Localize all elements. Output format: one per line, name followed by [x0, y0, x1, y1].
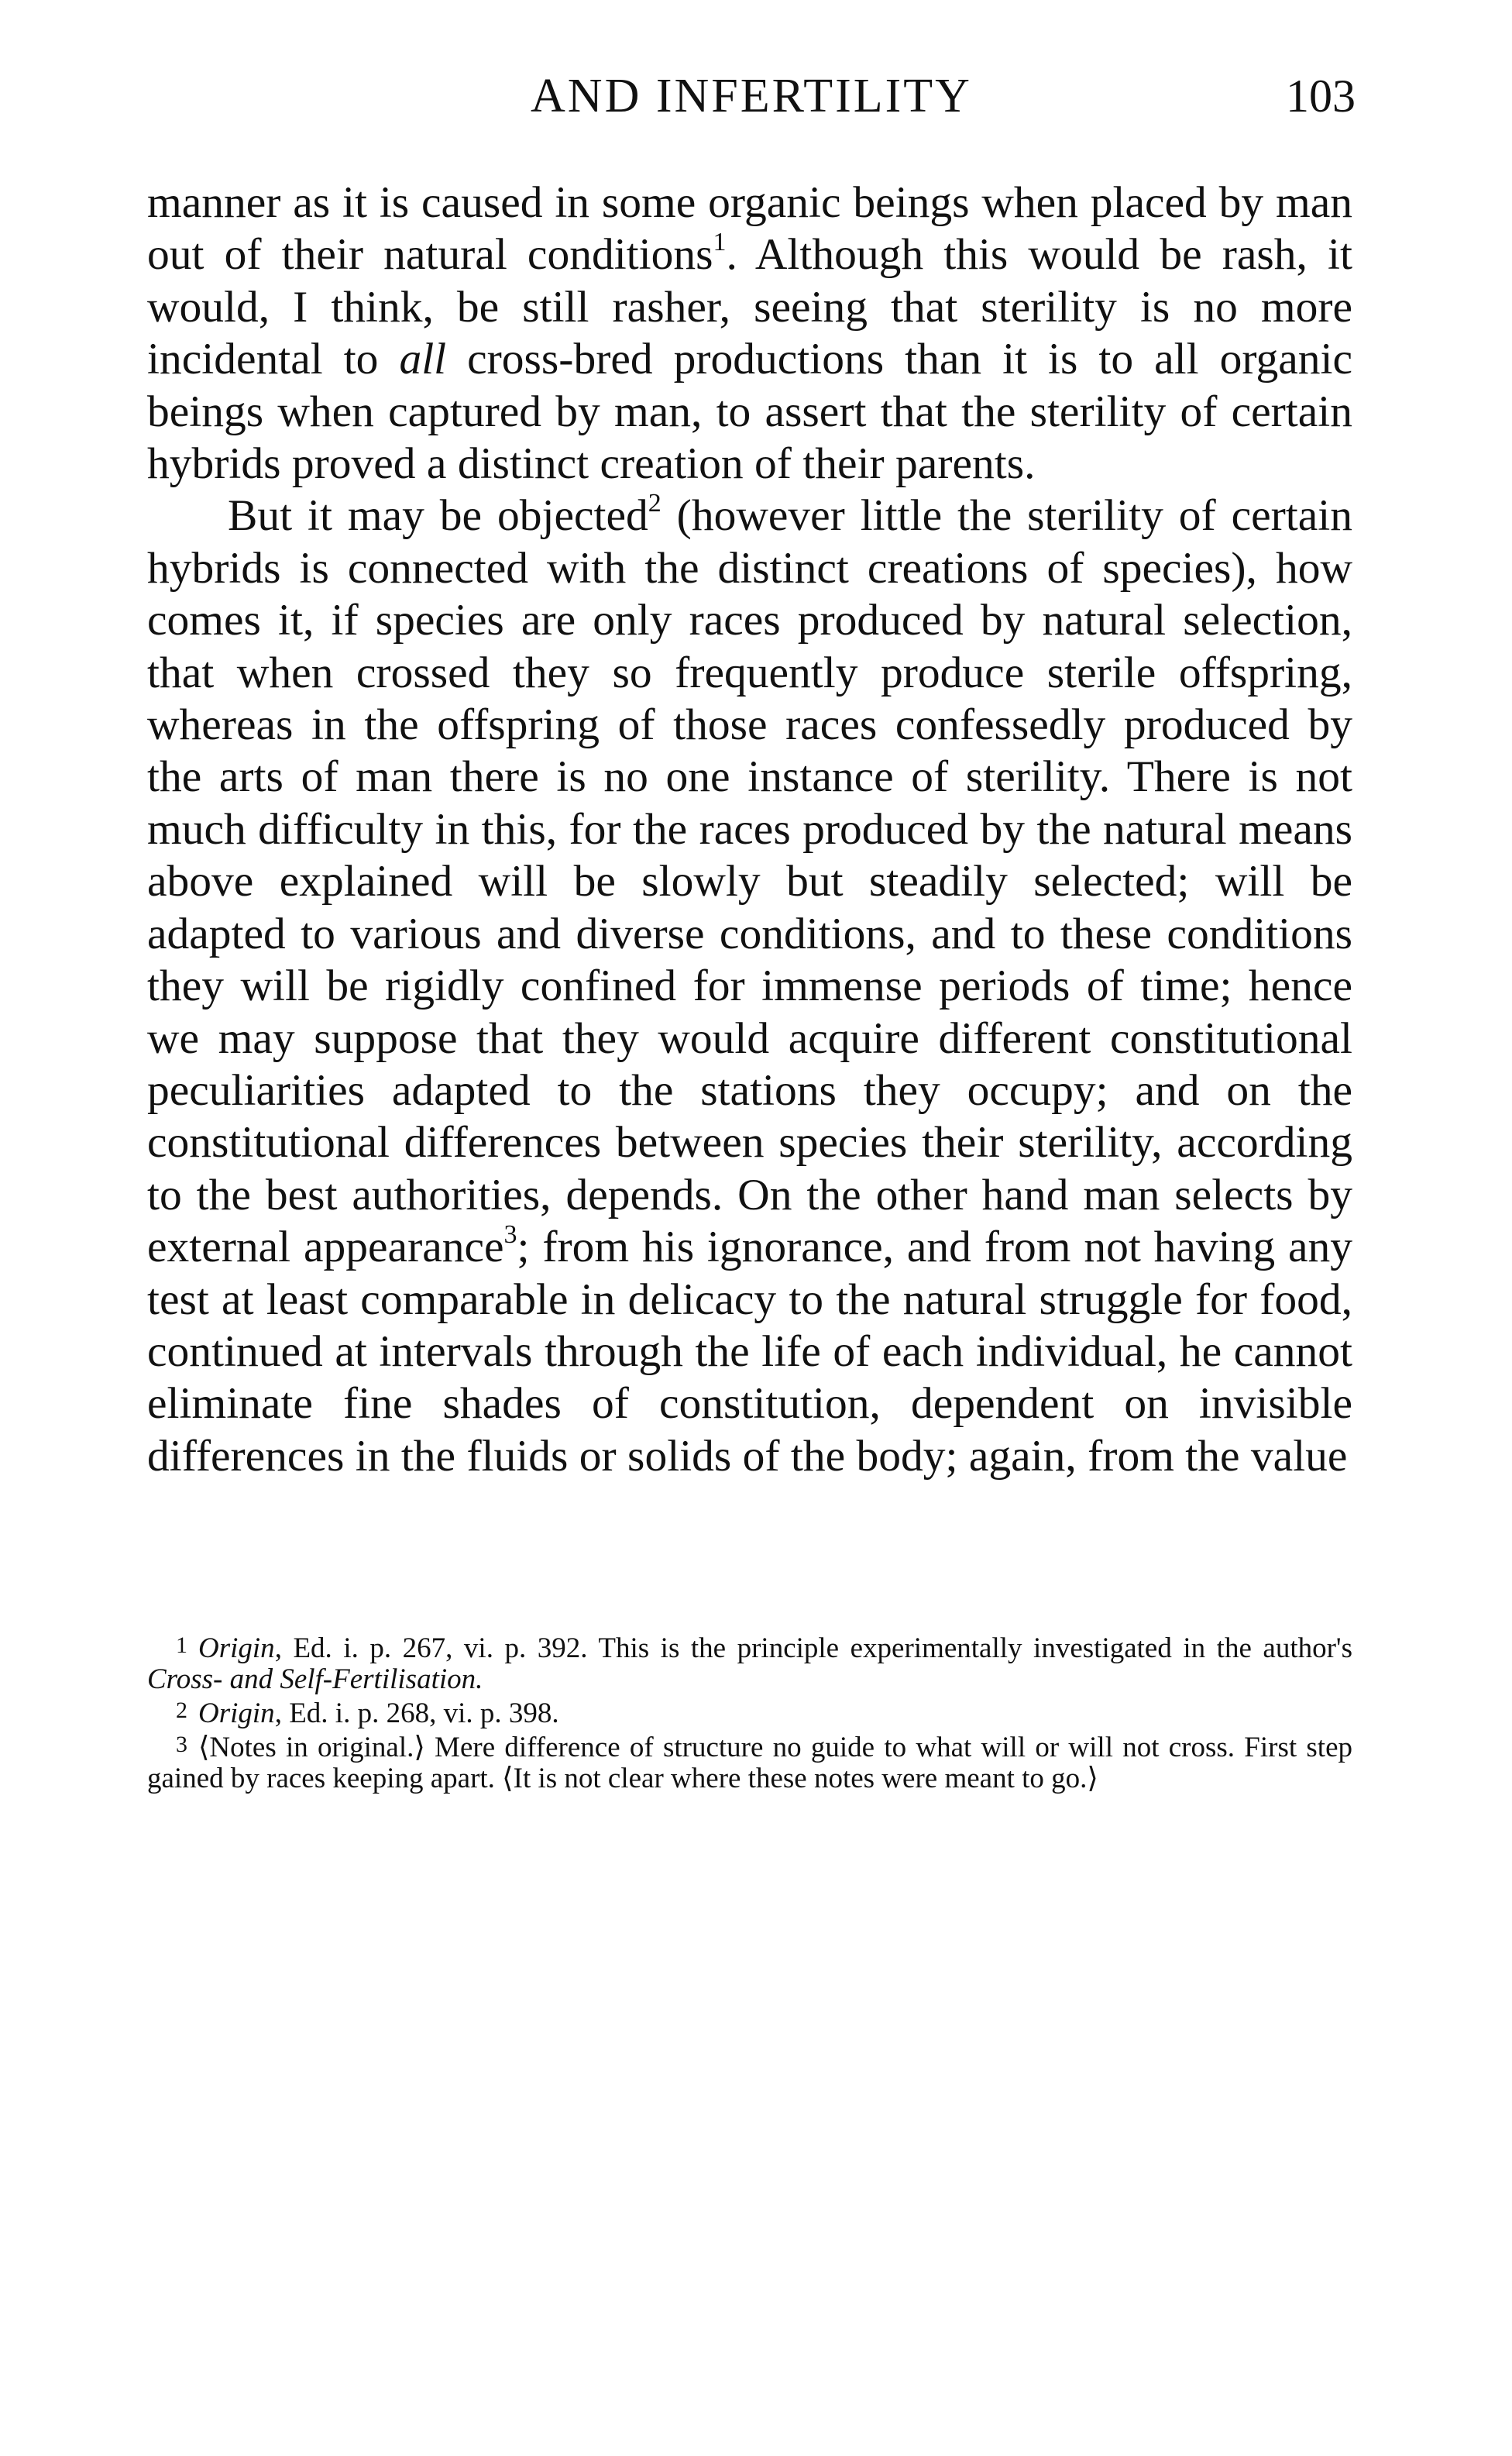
footnotes	[147, 1630, 1352, 1794]
page-number: 103	[1286, 71, 1356, 122]
body-text	[147, 177, 1352, 1482]
paragraph-1	[147, 177, 1352, 490]
p1-text-b: . Although this would be rash, it would, I think, be still rasher, seeing that sterility is no more incidental to	[147, 230, 1352, 384]
footnote-text: ⟨Notes in original.⟩ Mere difference of structure no guide to what will or will not cross. First step gained by races keeping apart. ⟨It is not clear where these notes were meant to go.⟩	[147, 1732, 1352, 1794]
footnote-ref-1: 1	[713, 228, 727, 257]
footnote-3	[147, 1729, 1352, 1794]
footnote-text: , Ed. i. p. 267, vi. p. 392. This is the principle experimentally investigated in the author's	[274, 1632, 1352, 1664]
footnote-1	[147, 1630, 1352, 1695]
footnote-text: , Ed. i. p. 268, vi. p. 398.	[274, 1698, 559, 1729]
p2-text-b: (however little the sterility of certain hybrids is connected with the distinct creations of species), how comes it, if species are only races produced by natural selection, that when crossed they so frequently produce sterile offspring, whereas in the offspring of those races confessedly produced by the arts of man there is no one instance of sterility. There is not much difficulty in this, for the races produced by the natural means above explained will be slowly but steadily selected; will be adapted to various and diverse conditions, and to these conditions they will be rigidly confined for immense periods of time; hence we may suppose that they would acquire different constitutional peculiarities adapted to the stations they occupy; and on the constitutional differences between species their sterility, according to the best authorities, depends. On the other hand man selects by external appearance	[147, 491, 1353, 1272]
footnote-italic: Origin	[198, 1698, 275, 1729]
p1-text-c: cross-bred productions than it is to all organic beings when captured by man, to assert that the sterility of certain hybrids proved a distinct creation of their parents.	[147, 335, 1352, 489]
p1-text-a: manner as it is caused in some organic beings when placed by man out of their natural conditions	[147, 178, 1352, 280]
p2-text-c: ; from his ignorance, and from not having any test at least comparable in delicacy to the natural struggle for food, continued at intervals through the life of each individual, he cannot eliminate fine shades of constitution, dependent on invisible differences in the fluids or solids of the body; again, from the value	[147, 1223, 1352, 1481]
footnote-italic: Origin	[198, 1632, 275, 1664]
running-head-title: AND INFERTILITY	[531, 70, 972, 122]
paragraph-2	[147, 490, 1352, 1482]
footnote-2	[147, 1695, 1352, 1729]
footnote-number: 1	[176, 1632, 187, 1658]
footnote-ref-3: 3	[503, 1220, 517, 1250]
footnote-ref-2: 2	[648, 489, 662, 518]
p2-text-a: But it may be objected	[228, 491, 648, 541]
footnote-number: 3	[176, 1732, 187, 1757]
footnote-italic-title: Cross- and Self-Fertilisation.	[147, 1663, 483, 1695]
p1-emphasis-all: all	[399, 335, 447, 384]
running-head	[147, 65, 1356, 127]
footnote-number: 2	[176, 1698, 187, 1723]
